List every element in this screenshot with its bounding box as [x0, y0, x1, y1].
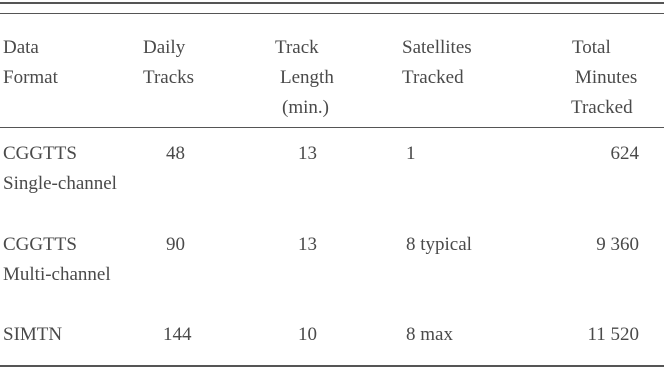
header-line: Total	[572, 37, 611, 58]
header-line: Tracked	[571, 97, 633, 118]
cell-format	[3, 230, 111, 290]
cell-line: SIMTN	[3, 324, 63, 345]
cell-line: Multi-channel	[3, 264, 111, 285]
header-line: Track	[275, 37, 319, 58]
header-total-minutes	[572, 33, 637, 123]
cell-line: CGGTTS	[3, 143, 77, 164]
table-bottom-rule	[0, 365, 664, 367]
cell-total-minutes: 11 520	[587, 324, 639, 345]
header-line: Data	[3, 37, 39, 58]
cell-daily-tracks: 144	[163, 324, 192, 345]
header-line: Length	[280, 67, 334, 88]
table-top-rule-thin	[0, 13, 664, 14]
header-line: (min.)	[282, 97, 329, 118]
cell-satellites: 1	[406, 143, 416, 164]
header-line: Tracks	[143, 67, 195, 88]
header-line: Format	[3, 67, 58, 88]
cell-track-length: 13	[298, 143, 317, 164]
header-line: Daily	[143, 37, 186, 58]
cell-format	[3, 139, 117, 199]
cell-daily-tracks: 90	[166, 234, 185, 255]
header-data-format	[3, 33, 58, 93]
cell-format	[3, 320, 62, 350]
cell-satellites: 8 typical	[406, 234, 472, 255]
header-line: Tracked	[402, 67, 464, 88]
cell-total-minutes: 624	[610, 143, 639, 164]
header-line: Satellites	[402, 37, 472, 58]
cell-track-length: 13	[298, 234, 317, 255]
header-satellites-tracked	[402, 33, 472, 93]
cell-line: Single-channel	[3, 173, 117, 194]
table-top-rule-thick	[0, 2, 664, 4]
cell-total-minutes: 9 360	[596, 234, 639, 255]
cell-satellites: 8 max	[406, 324, 453, 345]
cell-line: CGGTTS	[3, 234, 77, 255]
header-line: Minutes	[575, 67, 638, 88]
table-header-rule	[0, 127, 664, 128]
header-track-length	[275, 33, 334, 123]
header-daily-tracks	[143, 33, 194, 93]
cell-daily-tracks: 48	[166, 143, 185, 164]
cell-track-length: 10	[298, 324, 317, 345]
